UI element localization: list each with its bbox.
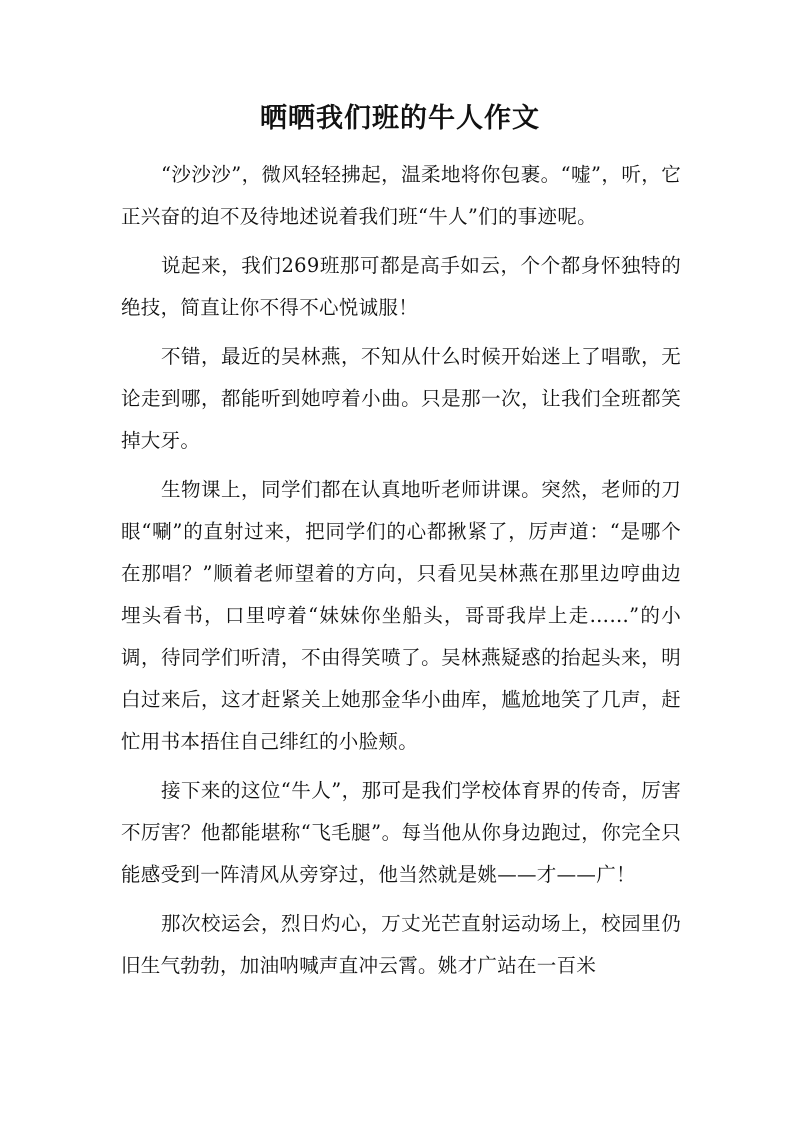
paragraph-6: 那次校运会，烈日灼心，万丈光芒直射运动场上，校园里仍旧生气勃勃，加油呐喊声直冲云霄。姚才广站在一百米 xyxy=(121,912,681,977)
paragraph-2: 说起来，我们269班那可都是高手如云，个个都身怀独特的绝技，简直让你不得不心悦诚服！ xyxy=(121,254,681,319)
paragraph-1: “沙沙沙”，微风轻轻拂起，温柔地将你包裹。“嘘”，听，它正兴奋的迫不及待地述说着我们班“牛人”们的事迹呢。 xyxy=(121,163,681,228)
document-body xyxy=(121,154,681,987)
paragraph-3: 不错，最近的吴林燕，不知从什么时候开始迷上了唱歌，无论走到哪，都能听到她哼着小曲。只是那一次，让我们全班都笑掉大牙。 xyxy=(121,345,681,452)
paragraph-5: 接下来的这位“牛人”，那可是我们学校体育界的传奇，厉害不厉害？他都能堪称“飞毛腿”。每当他从你身边跑过，你完全只能感受到一阵清风从旁穿过，他当然就是姚——才——广！ xyxy=(121,779,681,886)
document-title: 晒晒我们班的牛人作文 xyxy=(260,103,540,134)
paragraph-4: 生物课上，同学们都在认真地听老师讲课。突然，老师的刀眼“唰”的直射过来，把同学们的心都揪紧了，厉声道：“是哪个在那唱？”顺着老师望着的方向，只看见吴林燕在那里边哼曲边埋头看书，口里哼着“妹妹你坐船头，哥哥我岸上走……”的小调，待同学们听清，不由得笑喷了。吴林燕疑惑的抬起头来，明白过来后，这才赶紧关上她那金华小曲库，尴尬地笑了几声，赶忙用书本捂住自己绯红的小脸颊。 xyxy=(121,478,681,753)
